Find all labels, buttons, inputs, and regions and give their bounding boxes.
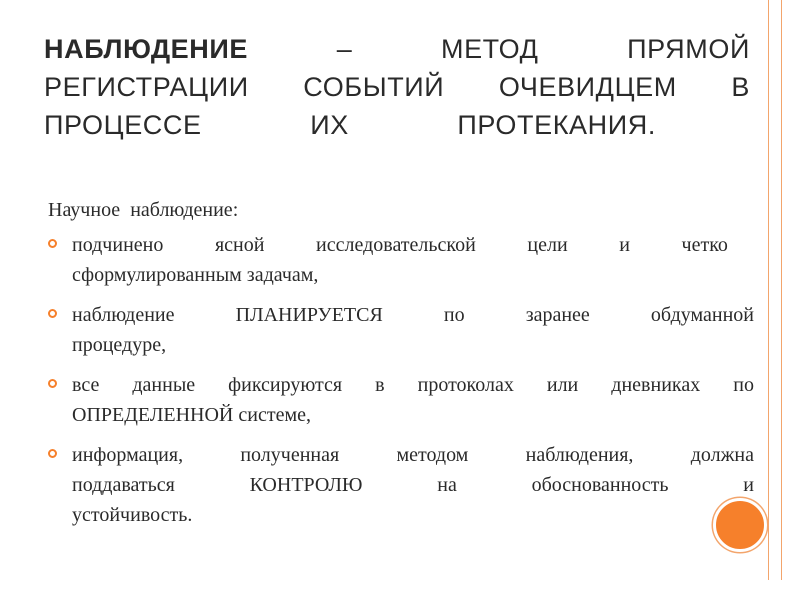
frame-gap <box>754 580 800 600</box>
word: ясной <box>214 234 265 256</box>
word: должна <box>690 444 754 466</box>
list-item <box>46 230 754 290</box>
word: дневниках <box>611 374 701 396</box>
word: или <box>546 374 579 396</box>
word: заранее <box>525 304 590 326</box>
word: подчинено <box>72 234 164 256</box>
bullet-line: устойчивость. <box>72 504 193 526</box>
word: исследовательской <box>316 234 476 256</box>
word: наблюдение <box>72 304 175 326</box>
word: по <box>443 304 465 326</box>
title-word: ИХ <box>310 110 349 140</box>
word: четко <box>681 234 728 256</box>
word: наблюдения, <box>525 444 634 466</box>
title-word: МЕТОД <box>440 34 539 64</box>
list-item <box>46 300 754 360</box>
list-item <box>46 440 754 530</box>
title-word: СОБЫТИЙ <box>303 72 445 102</box>
title-word: В <box>731 72 750 102</box>
word: все <box>72 374 100 396</box>
bullet-line <box>72 300 754 330</box>
word: в <box>375 374 385 396</box>
title-word: НАБЛЮДЕНИЕ <box>44 34 249 64</box>
bullet-line <box>72 470 754 500</box>
title-word: ПРЯМОЙ <box>627 34 750 64</box>
bullet-line: ОПРЕДЕЛЕННОЙ системе, <box>72 404 311 426</box>
title-word: РЕГИСТРАЦИИ <box>44 72 249 102</box>
bullet-list <box>46 230 754 540</box>
word: информация, <box>72 444 184 466</box>
bullet-circle-icon <box>48 309 57 318</box>
title-word: – <box>336 34 353 64</box>
right-frame-decoration <box>768 0 782 600</box>
word: обоснованность <box>531 474 669 496</box>
word: обдуманной <box>650 304 754 326</box>
title-line-1 <box>44 30 750 68</box>
slide-title <box>44 30 750 144</box>
intro-text: Научное наблюдение: <box>48 199 239 221</box>
list-item <box>46 370 754 430</box>
title-line-3 <box>44 106 656 144</box>
word: протоколах <box>417 374 514 396</box>
word: и <box>619 234 630 256</box>
word: на <box>437 474 457 496</box>
bullet-line: процедуре, <box>72 334 167 356</box>
bullet-circle-icon <box>48 449 57 458</box>
word: ПЛАНИРУЕТСЯ <box>235 304 383 326</box>
title-word: ПРОЦЕССЕ <box>44 110 202 140</box>
title-word: ОЧЕВИДЦЕМ <box>498 72 677 102</box>
word: поддаваться <box>72 474 175 496</box>
title-line-2 <box>44 68 750 106</box>
bullet-line: сформулированным задачам, <box>72 264 319 286</box>
word: и <box>743 474 754 496</box>
word: полученная <box>240 444 340 466</box>
bullet-line <box>72 230 728 260</box>
bullet-circle-icon <box>48 379 57 388</box>
word: фиксируются <box>228 374 343 396</box>
word: КОНТРОЛЮ <box>249 474 363 496</box>
bullet-line <box>72 370 754 400</box>
bullet-line <box>72 440 754 470</box>
word: по <box>733 374 754 396</box>
word: цели <box>527 234 568 256</box>
word: данные <box>132 374 196 396</box>
title-word: ПРОТЕКАНИЯ. <box>457 110 656 140</box>
bullet-circle-icon <box>48 239 57 248</box>
word: методом <box>396 444 469 466</box>
